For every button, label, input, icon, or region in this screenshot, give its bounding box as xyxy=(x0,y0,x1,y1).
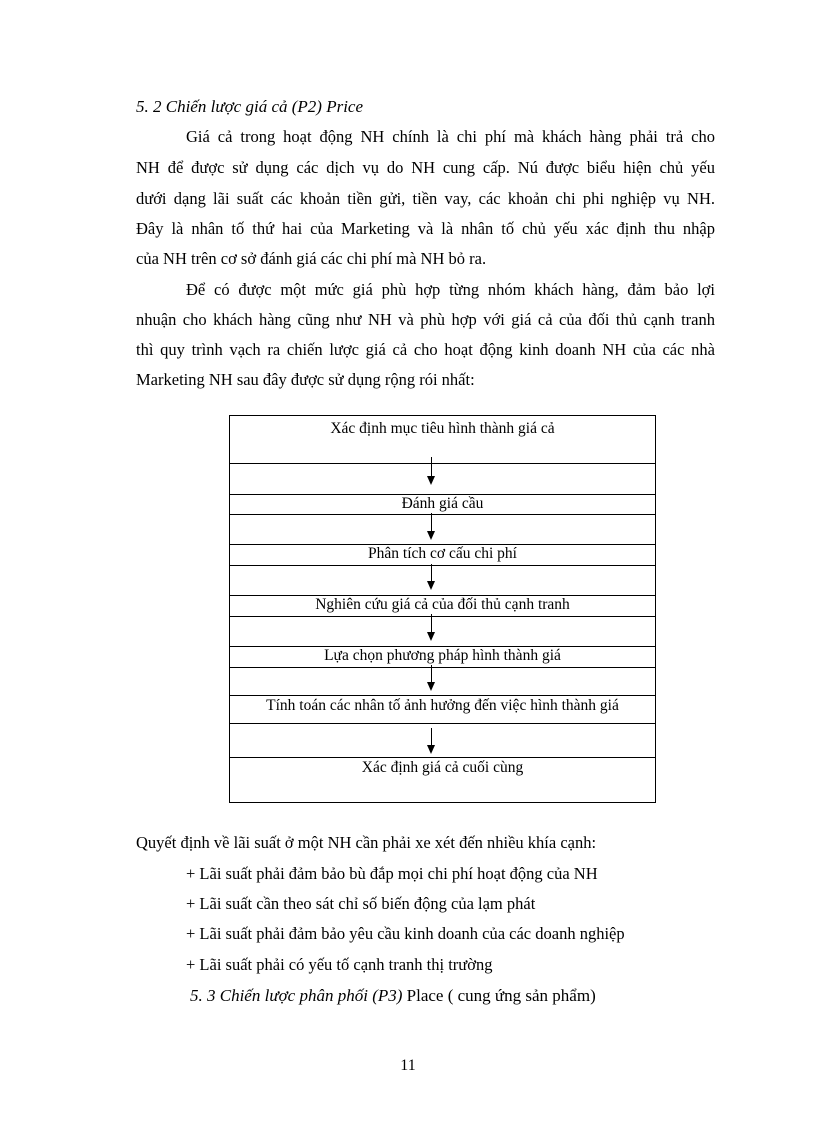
paragraph-line: Để có được một mức giá phù hợp từng nhóm khách hàng, đảm bảo lợi xyxy=(186,280,715,299)
flow-divider xyxy=(230,667,655,668)
list-item: + Lãi suất phải đảm bảo bù đắp mọi chi phí hoạt động của NH xyxy=(186,864,598,883)
paragraph-line: Đây là nhân tố thứ hai của Marketing và là nhân tố chủ yếu xác định thu nhập xyxy=(136,219,715,238)
list-item: + Lãi suất phải đảm bảo yêu cầu kinh doanh của các doanh nghiệp xyxy=(186,924,625,943)
flow-divider xyxy=(230,565,655,566)
pricing-flowchart xyxy=(229,415,656,803)
list-item: + Lãi suất cần theo sát chỉ số biến động của lạm phát xyxy=(186,894,536,913)
paragraph-line: thì quy trình vạch ra chiến lược giá cả cho hoạt động kinh doanh NH của các nhà xyxy=(136,340,715,359)
flow-step-4: Nghiên cứu giá cả của đối thủ cạnh tranh xyxy=(315,596,570,613)
flow-step-2: Đánh giá cầu xyxy=(401,495,484,512)
flow-divider xyxy=(230,757,655,758)
flow-divider xyxy=(230,695,655,696)
flow-divider xyxy=(230,723,655,724)
flow-divider xyxy=(230,616,655,617)
paragraph-line: nhuận cho khách hàng cũng như NH và phù hợp với giá cả của đối thủ cạnh tranh xyxy=(136,310,715,329)
section-heading-5-2: 5. 2 Chiến lược giá cả (P2) Price xyxy=(136,97,364,116)
interest-intro: Quyết định về lãi suất ở một NH cần phải xe xét đến nhiều khía cạnh: xyxy=(136,833,597,852)
flow-step-7: Xác định giá cả cuối cùng xyxy=(361,759,524,776)
section-heading-5-3-italic: 5. 3 Chiến lược phân phối (P3) xyxy=(190,986,403,1005)
page-number: 11 xyxy=(400,1057,416,1074)
section-heading-5-3 xyxy=(190,986,596,1006)
flow-divider xyxy=(230,514,655,515)
list-item: + Lãi suất phải có yếu tố cạnh tranh thị trường xyxy=(186,955,493,974)
flow-step-6: Tính toán các nhân tố ảnh hưởng đến việc hình thành giá xyxy=(266,697,619,714)
flow-divider xyxy=(230,463,655,464)
section-heading-5-3-rest: Place ( cung ứng sản phẩm) xyxy=(402,986,596,1005)
flow-step-5: Lựa chọn phương pháp hình thành giá xyxy=(324,647,561,664)
paragraph-line: của NH trên cơ sở đánh giá các chi phí mà NH bỏ ra. xyxy=(136,249,487,268)
paragraph-line: Marketing NH sau đây được sử dụng rộng rói nhất: xyxy=(136,370,475,389)
flow-step-1: Xác định mục tiêu hình thành giá cả xyxy=(330,420,555,437)
flow-step-3: Phân tích cơ cấu chi phí xyxy=(368,545,517,562)
paragraph-line: NH để được sử dụng các dịch vụ do NH cung cấp. Nú được biểu hiện chủ yếu xyxy=(136,158,715,177)
paragraph-line: Giá cả trong hoạt động NH chính là chi phí mà khách hàng phải trả cho xyxy=(186,127,715,146)
paragraph-line: dưới dạng lãi suất các khoản tiền gửi, tiền vay, các khoản chi phi nghiệp vụ NH. xyxy=(136,189,715,208)
